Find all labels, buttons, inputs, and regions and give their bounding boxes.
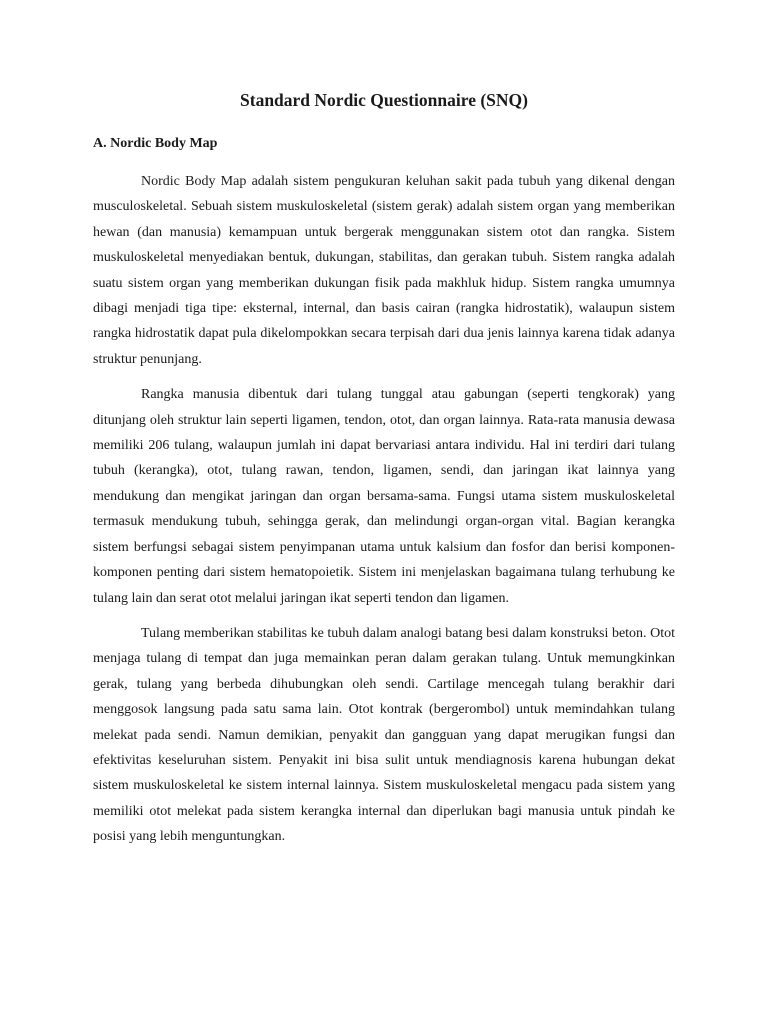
section-heading: A. Nordic Body Map	[93, 136, 218, 151]
document-title: Standard Nordic Questionnaire (SNQ)	[240, 90, 528, 110]
paragraph-1: Nordic Body Map adalah sistem pengukuran keluhan sakit pada tubuh yang dikenal dengan musculoskeletal. Sebuah sistem muskuloskeletal (sistem gerak) adalah sistem organ yang memberikan hewan (dan manusia) kemampuan untuk bergerak menggunakan sistem otot dan rangka. Sistem muskuloskeletal menyediakan bentuk, dukungan, stabilitas, dan gerakan tubuh. Sistem rangka adalah suatu sistem organ yang memberikan dukungan fisik pada makhluk hidup. Sistem rangka umumnya dibagi menjadi tiga tipe: eksternal, internal, dan basis cairan (rangka hidrostatik), walaupun sistem rangka hidrostatik dapat pula dikelompokkan secara terpisah dari dua jenis lainnya karena tidak adanya struktur penunjang.	[93, 174, 675, 367]
document-body	[93, 88, 675, 860]
paragraph-3: Tulang memberikan stabilitas ke tubuh dalam analogi batang besi dalam konstruksi beton. Otot menjaga tulang di tempat dan juga memainkan peran dalam gerakan tulang. Untuk memungkinkan gerak, tulang yang berbeda dihubungkan oleh sendi. Cartilage mencegah tulang berakhir dari menggosok langsung pada satu sama lain. Otot kontrak (bergerombol) untuk memindahkan tulang melekat pada sendi. Namun demikian, penyakit dan gangguan yang dapat merugikan fungsi dan efektivitas keseluruhan sistem. Penyakit ini bisa sulit untuk mendiagnosis karena hubungan dekat sistem muskuloskeletal ke sistem internal lainnya. Sistem muskuloskeletal mengacu pada sistem yang memiliki otot melekat pada sistem kerangka internal dan diperlukan bagi manusia untuk pindah ke posisi yang lebih menguntungkan.	[93, 625, 675, 845]
paragraph-2: Rangka manusia dibentuk dari tulang tunggal atau gabungan (seperti tengkorak) yang ditunjang oleh struktur lain seperti ligamen, tendon, otot, dan organ lainnya. Rata-rata manusia dewasa memiliki 206 tulang, walaupun jumlah ini dapat bervariasi antara individu. Hal ini terdiri dari tulang tubuh (kerangka), otot, tulang rawan, tendon, ligamen, sendi, dan jaringan ikat lainnya yang mendukung dan mengikat jaringan dan organ bersama-sama. Fungsi utama sistem muskuloskeletal termasuk mendukung tubuh, sehingga gerak, dan melindungi organ-organ vital. Bagian kerangka sistem berfungsi sebagai sistem penyimpanan utama untuk kalsium dan fosfor dan berisi komponen-komponen penting dari sistem hematopoietik. Sistem ini menjelaskan bagaimana tulang terhubung ke tulang lain dan serat otot melalui jaringan ikat seperti tendon dan ligamen.	[93, 387, 675, 606]
